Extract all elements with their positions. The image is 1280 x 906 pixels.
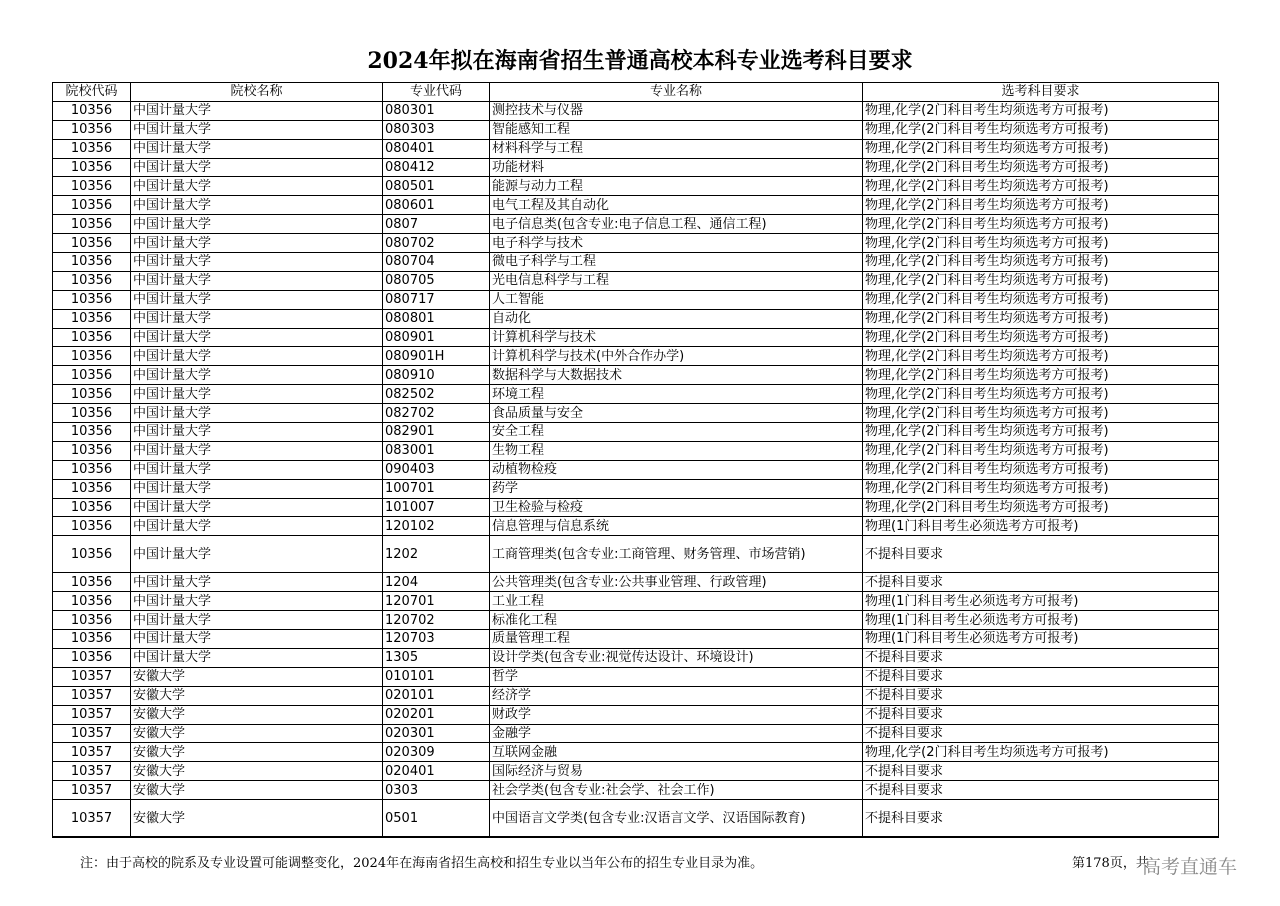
cell-major-code: 020301 (383, 724, 490, 743)
cell-major-code: 090403 (383, 460, 490, 479)
cell-school-name: 中国计量大学 (131, 196, 383, 215)
cell-school-name: 中国计量大学 (131, 158, 383, 177)
table-row (53, 101, 1219, 120)
cell-subject-requirement: 物理,化学(2门科目考生均须选考方可报考) (863, 743, 1219, 762)
header-subject-requirement: 选考科目要求 (863, 83, 1219, 102)
cell-major-name: 计算机科学与技术(中外合作办学) (490, 347, 863, 366)
cell-subject-requirement: 物理,化学(2门科目考生均须选考方可报考) (863, 347, 1219, 366)
requirements-table (52, 82, 1219, 838)
cell-school-code: 10356 (53, 385, 131, 404)
cell-school-code: 10356 (53, 441, 131, 460)
cell-school-name: 安徽大学 (131, 705, 383, 724)
cell-major-name: 卫生检验与检疫 (490, 498, 863, 517)
table-row (53, 139, 1219, 158)
cell-major-code: 120102 (383, 517, 490, 536)
cell-school-code: 10356 (53, 573, 131, 592)
cell-major-code: 120703 (383, 630, 490, 649)
cell-school-name: 安徽大学 (131, 686, 383, 705)
cell-subject-requirement: 物理,化学(2门科目考生均须选考方可报考) (863, 460, 1219, 479)
cell-major-code: 0303 (383, 781, 490, 800)
cell-school-name: 中国计量大学 (131, 120, 383, 139)
cell-major-name: 人工智能 (490, 290, 863, 309)
table-row (53, 536, 1219, 573)
table-row (53, 234, 1219, 253)
cell-major-name: 设计学类(包含专业:视觉传达设计、环境设计) (490, 648, 863, 667)
cell-subject-requirement: 物理,化学(2门科目考生均须选考方可报考) (863, 290, 1219, 309)
cell-major-name: 动植物检疫 (490, 460, 863, 479)
header-major-name: 专业名称 (490, 83, 863, 102)
cell-school-code: 10356 (53, 177, 131, 196)
cell-school-name: 中国计量大学 (131, 215, 383, 234)
cell-school-name: 中国计量大学 (131, 139, 383, 158)
cell-school-name: 中国计量大学 (131, 253, 383, 272)
cell-major-name: 国际经济与贸易 (490, 762, 863, 781)
cell-school-name: 安徽大学 (131, 667, 383, 686)
cell-subject-requirement: 不提科目要求 (863, 781, 1219, 800)
cell-school-name: 安徽大学 (131, 762, 383, 781)
cell-school-code: 10356 (53, 309, 131, 328)
cell-major-name: 测控技术与仪器 (490, 101, 863, 120)
cell-major-name: 能源与动力工程 (490, 177, 863, 196)
cell-school-code: 10356 (53, 290, 131, 309)
cell-major-code: 020401 (383, 762, 490, 781)
cell-school-name: 中国计量大学 (131, 536, 383, 573)
cell-major-code: 080301 (383, 101, 490, 120)
cell-major-name: 药学 (490, 479, 863, 498)
table-row (53, 800, 1219, 838)
cell-major-name: 金融学 (490, 724, 863, 743)
cell-school-code: 10356 (53, 498, 131, 517)
cell-school-name: 中国计量大学 (131, 385, 383, 404)
cell-major-code: 080901H (383, 347, 490, 366)
header-major-code: 专业代码 (383, 83, 490, 102)
cell-subject-requirement: 物理,化学(2门科目考生均须选考方可报考) (863, 234, 1219, 253)
table-row (53, 253, 1219, 272)
cell-school-code: 10357 (53, 762, 131, 781)
table-row (53, 705, 1219, 724)
cell-subject-requirement: 物理(1门科目考生必须选考方可报考) (863, 611, 1219, 630)
table-row (53, 120, 1219, 139)
cell-school-code: 10356 (53, 536, 131, 573)
cell-major-name: 社会学类(包含专业:社会学、社会工作) (490, 781, 863, 800)
cell-school-code: 10356 (53, 479, 131, 498)
cell-school-name: 中国计量大学 (131, 404, 383, 423)
cell-major-code: 101007 (383, 498, 490, 517)
cell-major-name: 食品质量与安全 (490, 404, 863, 423)
cell-subject-requirement: 物理,化学(2门科目考生均须选考方可报考) (863, 423, 1219, 442)
cell-major-code: 080704 (383, 253, 490, 272)
cell-major-code: 080303 (383, 120, 490, 139)
cell-major-name: 智能感知工程 (490, 120, 863, 139)
table-row (53, 441, 1219, 460)
cell-school-code: 10356 (53, 196, 131, 215)
cell-major-code: 082901 (383, 423, 490, 442)
cell-subject-requirement: 物理,化学(2门科目考生均须选考方可报考) (863, 498, 1219, 517)
cell-major-name: 工业工程 (490, 592, 863, 611)
cell-major-code: 080717 (383, 290, 490, 309)
table-row (53, 177, 1219, 196)
cell-major-code: 080910 (383, 366, 490, 385)
cell-major-name: 材料科学与工程 (490, 139, 863, 158)
cell-school-code: 10357 (53, 686, 131, 705)
cell-major-code: 083001 (383, 441, 490, 460)
cell-school-name: 中国计量大学 (131, 309, 383, 328)
table-row (53, 196, 1219, 215)
cell-major-code: 1305 (383, 648, 490, 667)
cell-subject-requirement: 物理,化学(2门科目考生均须选考方可报考) (863, 479, 1219, 498)
cell-school-code: 10356 (53, 101, 131, 120)
cell-school-code: 10357 (53, 781, 131, 800)
cell-school-name: 中国计量大学 (131, 498, 383, 517)
cell-school-name: 中国计量大学 (131, 271, 383, 290)
cell-school-code: 10356 (53, 366, 131, 385)
table-row (53, 215, 1219, 234)
cell-subject-requirement: 不提科目要求 (863, 667, 1219, 686)
cell-major-code: 120702 (383, 611, 490, 630)
cell-school-name: 中国计量大学 (131, 366, 383, 385)
cell-school-name: 安徽大学 (131, 743, 383, 762)
cell-school-code: 10356 (53, 271, 131, 290)
cell-subject-requirement: 物理,化学(2门科目考生均须选考方可报考) (863, 158, 1219, 177)
cell-school-name: 中国计量大学 (131, 423, 383, 442)
cell-major-name: 工商管理类(包含专业:工商管理、财务管理、市场营销) (490, 536, 863, 573)
cell-subject-requirement: 物理,化学(2门科目考生均须选考方可报考) (863, 441, 1219, 460)
cell-subject-requirement: 物理(1门科目考生必须选考方可报考) (863, 517, 1219, 536)
cell-school-name: 中国计量大学 (131, 630, 383, 649)
cell-school-code: 10356 (53, 460, 131, 479)
page-indicator: 第178页，共 (1072, 856, 1149, 871)
cell-school-code: 10356 (53, 328, 131, 347)
cell-major-name: 环境工程 (490, 385, 863, 404)
cell-school-code: 10357 (53, 724, 131, 743)
header-school-name: 院校名称 (131, 83, 383, 102)
cell-school-name: 中国计量大学 (131, 101, 383, 120)
cell-major-code: 1204 (383, 573, 490, 592)
cell-major-name: 数据科学与大数据技术 (490, 366, 863, 385)
cell-school-name: 中国计量大学 (131, 177, 383, 196)
cell-school-code: 10356 (53, 139, 131, 158)
cell-subject-requirement: 不提科目要求 (863, 762, 1219, 781)
table-row (53, 686, 1219, 705)
cell-major-name: 电子科学与技术 (490, 234, 863, 253)
page-title: 2024年拟在海南省招生普通高校本科专业选考科目要求 (367, 48, 913, 74)
watermark: 高考直通车 (1142, 856, 1238, 878)
cell-school-name: 中国计量大学 (131, 611, 383, 630)
table-row (53, 479, 1219, 498)
table-row (53, 592, 1219, 611)
cell-major-code: 082502 (383, 385, 490, 404)
cell-major-name: 计算机科学与技术 (490, 328, 863, 347)
cell-school-name: 中国计量大学 (131, 234, 383, 253)
table-row (53, 328, 1219, 347)
cell-major-code: 080801 (383, 309, 490, 328)
cell-subject-requirement: 物理,化学(2门科目考生均须选考方可报考) (863, 177, 1219, 196)
cell-major-name: 质量管理工程 (490, 630, 863, 649)
cell-school-name: 安徽大学 (131, 724, 383, 743)
cell-subject-requirement: 不提科目要求 (863, 648, 1219, 667)
cell-school-name: 中国计量大学 (131, 328, 383, 347)
footnote: 注：由于高校的院系及专业设置可能调整变化，2024年在海南省招生高校和招生专业以当年公布的招生专业目录为准。 (80, 856, 764, 871)
cell-school-name: 中国计量大学 (131, 347, 383, 366)
cell-subject-requirement: 物理(1门科目考生必须选考方可报考) (863, 592, 1219, 611)
cell-major-code: 080401 (383, 139, 490, 158)
cell-major-name: 哲学 (490, 667, 863, 686)
cell-school-code: 10357 (53, 705, 131, 724)
cell-major-name: 电子信息类(包含专业:电子信息工程、通信工程) (490, 215, 863, 234)
cell-major-code: 080501 (383, 177, 490, 196)
cell-major-code: 0501 (383, 800, 490, 838)
table-row (53, 724, 1219, 743)
cell-subject-requirement: 物理,化学(2门科目考生均须选考方可报考) (863, 196, 1219, 215)
cell-major-code: 020201 (383, 705, 490, 724)
cell-school-name: 中国计量大学 (131, 648, 383, 667)
cell-school-name: 中国计量大学 (131, 479, 383, 498)
table-row (53, 573, 1219, 592)
cell-major-code: 1202 (383, 536, 490, 573)
cell-school-code: 10356 (53, 423, 131, 442)
cell-school-code: 10357 (53, 800, 131, 838)
cell-major-code: 0807 (383, 215, 490, 234)
table-row (53, 667, 1219, 686)
table-header-row (53, 83, 1219, 102)
cell-subject-requirement: 不提科目要求 (863, 705, 1219, 724)
cell-major-name: 互联网金融 (490, 743, 863, 762)
cell-subject-requirement: 物理,化学(2门科目考生均须选考方可报考) (863, 271, 1219, 290)
cell-school-name: 中国计量大学 (131, 290, 383, 309)
table-row (53, 517, 1219, 536)
cell-subject-requirement: 物理,化学(2门科目考生均须选考方可报考) (863, 385, 1219, 404)
cell-subject-requirement: 物理,化学(2门科目考生均须选考方可报考) (863, 366, 1219, 385)
header-school-code: 院校代码 (53, 83, 131, 102)
cell-major-name: 安全工程 (490, 423, 863, 442)
cell-major-code: 020101 (383, 686, 490, 705)
cell-school-name: 中国计量大学 (131, 517, 383, 536)
cell-major-code: 100701 (383, 479, 490, 498)
table-row (53, 404, 1219, 423)
table-row (53, 781, 1219, 800)
cell-major-code: 080412 (383, 158, 490, 177)
cell-major-name: 生物工程 (490, 441, 863, 460)
cell-subject-requirement: 不提科目要求 (863, 573, 1219, 592)
table-body (53, 101, 1219, 837)
table-row (53, 366, 1219, 385)
cell-school-code: 10356 (53, 120, 131, 139)
cell-school-name: 中国计量大学 (131, 460, 383, 479)
cell-major-code: 080601 (383, 196, 490, 215)
cell-school-name: 安徽大学 (131, 781, 383, 800)
cell-major-name: 公共管理类(包含专业:公共事业管理、行政管理) (490, 573, 863, 592)
cell-major-code: 010101 (383, 667, 490, 686)
cell-subject-requirement: 物理,化学(2门科目考生均须选考方可报考) (863, 253, 1219, 272)
cell-subject-requirement: 不提科目要求 (863, 686, 1219, 705)
cell-school-code: 10357 (53, 743, 131, 762)
table-row (53, 630, 1219, 649)
table-row (53, 347, 1219, 366)
table-row (53, 309, 1219, 328)
cell-major-name: 自动化 (490, 309, 863, 328)
cell-major-code: 120701 (383, 592, 490, 611)
cell-major-name: 标准化工程 (490, 611, 863, 630)
cell-major-name: 功能材料 (490, 158, 863, 177)
cell-subject-requirement: 物理,化学(2门科目考生均须选考方可报考) (863, 309, 1219, 328)
cell-school-code: 10356 (53, 347, 131, 366)
cell-major-code: 082702 (383, 404, 490, 423)
table-row (53, 498, 1219, 517)
table-row (53, 762, 1219, 781)
table-row (53, 423, 1219, 442)
cell-subject-requirement: 物理(1门科目考生必须选考方可报考) (863, 630, 1219, 649)
cell-subject-requirement: 物理,化学(2门科目考生均须选考方可报考) (863, 139, 1219, 158)
table-row (53, 648, 1219, 667)
cell-school-code: 10356 (53, 215, 131, 234)
cell-major-name: 电气工程及其自动化 (490, 196, 863, 215)
table-row (53, 290, 1219, 309)
table-row (53, 460, 1219, 479)
cell-subject-requirement: 物理,化学(2门科目考生均须选考方可报考) (863, 101, 1219, 120)
cell-subject-requirement: 不提科目要求 (863, 724, 1219, 743)
cell-school-code: 10356 (53, 404, 131, 423)
cell-major-name: 光电信息科学与工程 (490, 271, 863, 290)
cell-major-name: 财政学 (490, 705, 863, 724)
table-row (53, 385, 1219, 404)
cell-subject-requirement: 不提科目要求 (863, 536, 1219, 573)
table-row (53, 158, 1219, 177)
cell-subject-requirement: 物理,化学(2门科目考生均须选考方可报考) (863, 328, 1219, 347)
cell-subject-requirement: 不提科目要求 (863, 800, 1219, 838)
cell-major-code: 080705 (383, 271, 490, 290)
table-row (53, 743, 1219, 762)
cell-school-code: 10356 (53, 234, 131, 253)
cell-major-name: 中国语言文学类(包含专业:汉语言文学、汉语国际教育) (490, 800, 863, 838)
cell-school-code: 10356 (53, 611, 131, 630)
cell-school-name: 中国计量大学 (131, 573, 383, 592)
table-row (53, 271, 1219, 290)
cell-major-code: 080702 (383, 234, 490, 253)
cell-school-code: 10356 (53, 648, 131, 667)
cell-major-name: 微电子科学与工程 (490, 253, 863, 272)
cell-school-code: 10357 (53, 667, 131, 686)
cell-major-code: 080901 (383, 328, 490, 347)
cell-major-name: 经济学 (490, 686, 863, 705)
cell-school-name: 安徽大学 (131, 800, 383, 838)
cell-school-code: 10356 (53, 592, 131, 611)
table-row (53, 611, 1219, 630)
cell-school-code: 10356 (53, 253, 131, 272)
cell-subject-requirement: 物理,化学(2门科目考生均须选考方可报考) (863, 215, 1219, 234)
cell-major-name: 信息管理与信息系统 (490, 517, 863, 536)
cell-school-code: 10356 (53, 630, 131, 649)
cell-subject-requirement: 物理,化学(2门科目考生均须选考方可报考) (863, 120, 1219, 139)
cell-subject-requirement: 物理,化学(2门科目考生均须选考方可报考) (863, 404, 1219, 423)
cell-school-name: 中国计量大学 (131, 592, 383, 611)
cell-school-name: 中国计量大学 (131, 441, 383, 460)
cell-school-code: 10356 (53, 158, 131, 177)
cell-major-code: 020309 (383, 743, 490, 762)
cell-school-code: 10356 (53, 517, 131, 536)
